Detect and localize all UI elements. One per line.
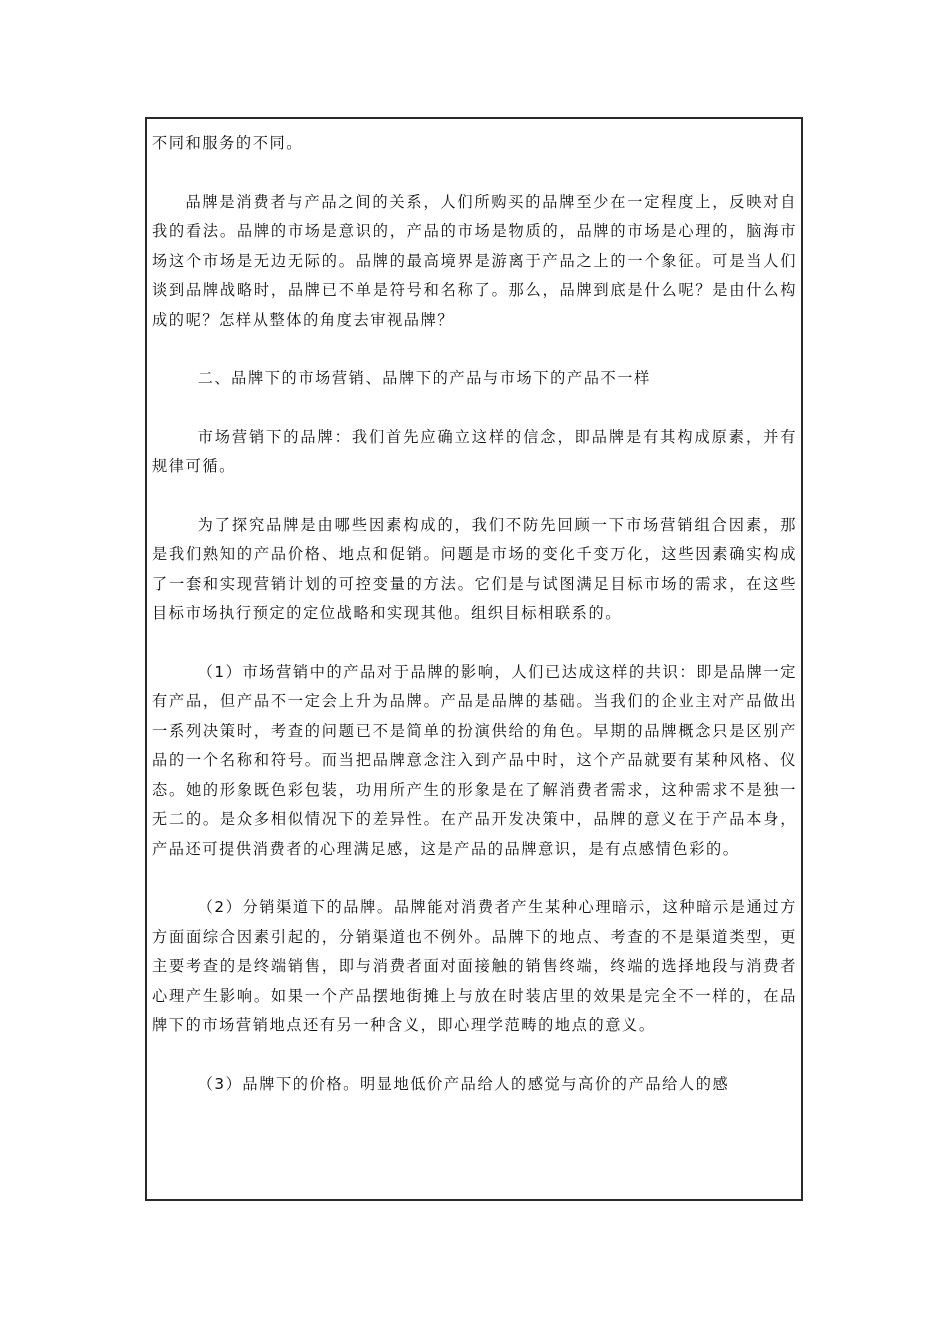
page-frame	[145, 117, 803, 1201]
paragraph-continuation: 不同和服务的不同。	[152, 134, 304, 152]
paragraph-brand-relationship: 品牌是消费者与产品之间的关系，人们所购买的品牌至少在一定程度上，反映对自我的看法。品牌的市场是意识的，产品的市场是物质的，品牌的市场是心理的，脑海市场这个市场是无边无际的。品牌的最高境界是游离于产品之上的一个象征。可是当人们谈到品牌战略时，品牌已不单是符号和名称了。那么，品牌到底是什么呢？是由什么构成的呢？怎样从整体的角度去审视品牌？	[152, 192, 797, 329]
paragraph-distribution-channel: （2）分销渠道下的品牌。品牌能对消费者产生某种心理暗示，这种暗示是通过方方面面综合因素引起的，分销渠道也不例外。品牌下的地点、考查的不是渠道类型，更主要考查的是终端销售，即与消费者面对面接触的销售终端，终端的选择地段与消费者心理产生影响。如果一个产品摆地街摊上与放在时装店里的效果是完全不一样的，在品牌下的市场营销地点还有另一种含义，即心理学范畴的地点的意义。	[152, 898, 797, 1034]
section-heading: 二、品牌下的市场营销、品牌下的产品与市场下的产品不一样	[197, 369, 651, 387]
document-body	[152, 129, 797, 1099]
paragraph-brand-factors: 为了探究品牌是由哪些因素构成的，我们不防先回顾一下市场营销组合因素，那是我们熟知的产品价格、地点和促销。问题是市场的变化千变万化，这些因素确实构成了一套和实现营销计划的可控变量的方法。它们是与试图满足目标市场的需求，在这些目标市场执行预定的定位战略和实现其他。组织目标相联系的。	[152, 515, 797, 622]
paragraph-product-influence: （1）市场营销中的产品对于品牌的影响，人们已达成这样的共识：即是品牌一定有产品，但产品不一定会上升为品牌。产品是品牌的基础。当我们的企业主对产品做出一系列决策时，考查的问题已不是简单的扮演供给的角色。早期的品牌概念只是区别产品的一个名称和符号。而当把品牌意念注入到产品中时，这个产品就要有某种风格、仪态。她的形象既色彩包装，功用所产生的形象是在了解消费者需求，这种需求不是独一无二的。是众多相似情况下的差异性。在产品开发决策中，品牌的意义在于产品本身，产品还可提供消费者的心理满足感，这是产品的品牌意识，是有点感情色彩的。	[152, 662, 797, 858]
paragraph-brand-price: （3）品牌下的价格。明显地低价产品给人的感觉与高价的产品给人的感	[197, 1074, 730, 1093]
paragraph-marketing-brand: 市场营销下的品牌：我们首先应确立这样的信念，即品牌是有其构成原素，并有规律可循。	[152, 427, 797, 475]
